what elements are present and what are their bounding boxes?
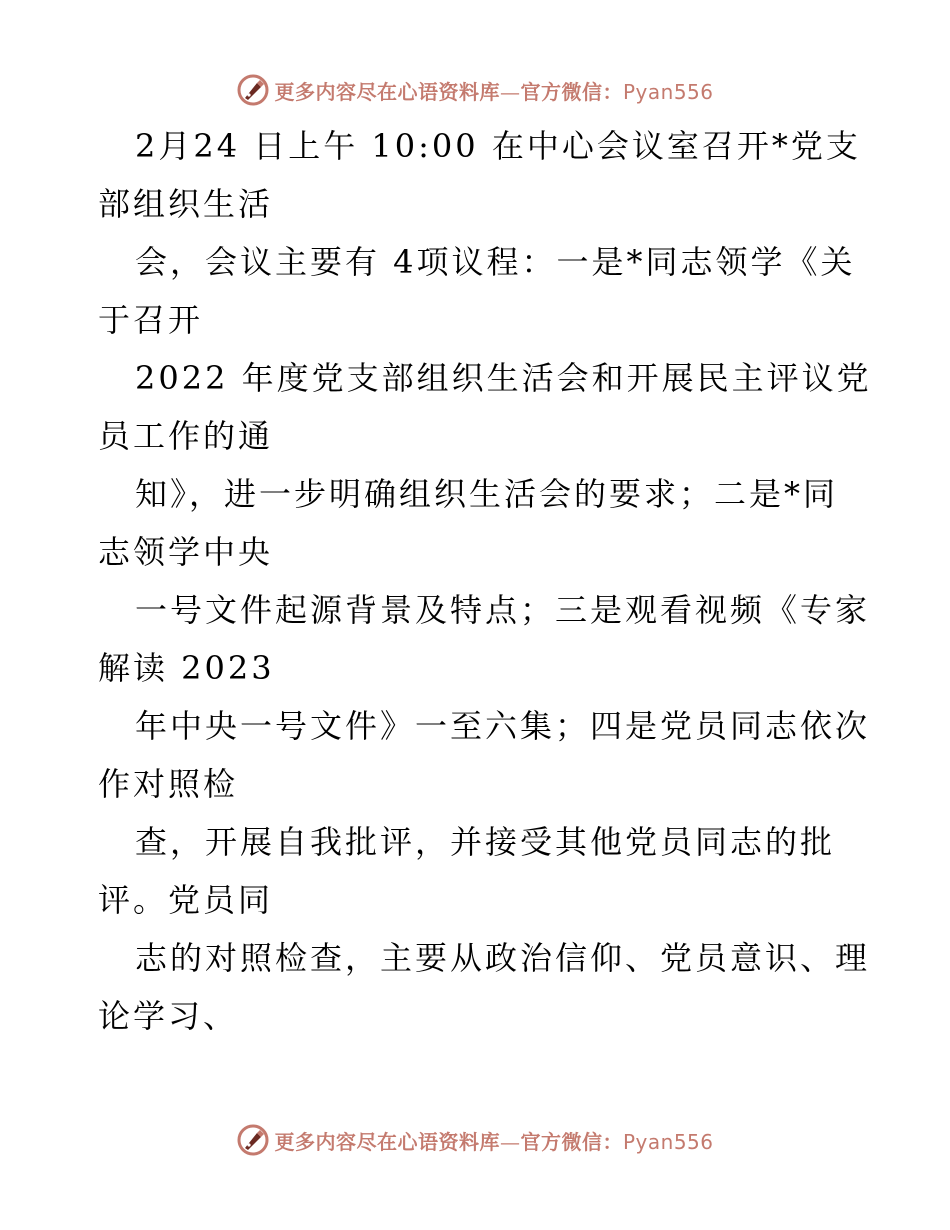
footer-banner bbox=[0, 1120, 950, 1160]
text-line: 2月24 日上午 10:00 在中心会议室召开*党支 bbox=[135, 127, 861, 165]
text-line: 一号文件起源背景及特点；三是观看视频《专家 bbox=[135, 591, 871, 629]
text-line: 评。党员同 bbox=[98, 881, 274, 919]
pen-nib-logo-icon bbox=[236, 73, 270, 107]
banner-text bbox=[274, 76, 713, 105]
banner-contact-id: Pyan556 bbox=[622, 1129, 714, 1154]
banner-contact-label: 官方微信： bbox=[520, 1129, 623, 1154]
banner-separator: — bbox=[499, 1129, 521, 1154]
text-line: 作对照检 bbox=[98, 765, 239, 803]
text-line: 员工作的通 bbox=[98, 417, 274, 455]
banner-text bbox=[274, 1126, 713, 1155]
text-line: 论学习、 bbox=[98, 997, 239, 1035]
banner-contact-label: 官方微信： bbox=[520, 79, 623, 104]
banner-title: 更多内容尽在心语资料库 bbox=[274, 1129, 500, 1154]
text-line: 2022 年度党支部组织生活会和开展民主评议党 bbox=[135, 359, 872, 397]
text-line: 年中央一号文件》一至六集；四是党员同志依次 bbox=[135, 707, 871, 745]
text-line: 会，会议主要有 4项议程：一是*同志领学《关 bbox=[135, 243, 856, 281]
text-line: 知》，进一步明确组织生活会的要求；二是*同 bbox=[135, 475, 839, 513]
header-banner bbox=[0, 70, 950, 110]
text-line: 解读 2023 bbox=[98, 649, 275, 687]
text-line: 部组织生活 bbox=[98, 185, 274, 223]
pen-nib-logo-icon bbox=[236, 1123, 270, 1157]
banner-title: 更多内容尽在心语资料库 bbox=[274, 79, 500, 104]
text-line: 志的对照检查，主要从政治信仰、党员意识、理 bbox=[135, 939, 871, 977]
banner-separator: — bbox=[499, 79, 521, 104]
banner-contact-id: Pyan556 bbox=[622, 79, 714, 104]
text-line: 志领学中央 bbox=[98, 533, 274, 571]
text-line: 查，开展自我批评，并接受其他党员同志的批 bbox=[135, 823, 836, 861]
document-body bbox=[98, 117, 872, 1045]
text-line: 于召开 bbox=[98, 301, 204, 339]
